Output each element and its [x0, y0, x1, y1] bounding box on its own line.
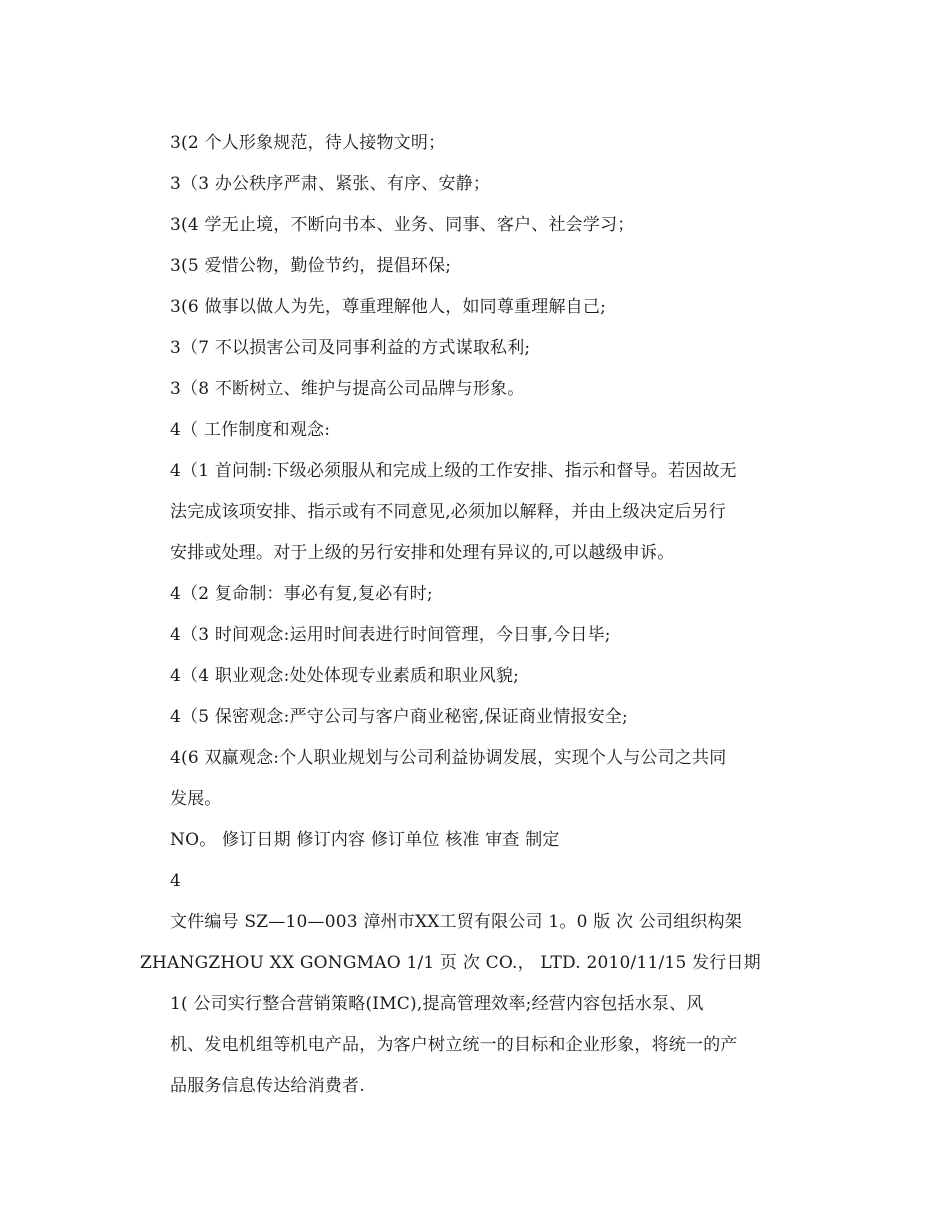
- text-line: 法完成该项安排、指示或有不同意见,必须加以解释，并由上级决定后另行: [170, 502, 727, 522]
- text-line: 4（3 时间观念:运用时间表进行时间管理，今日事,今日毕;: [170, 625, 611, 645]
- text-line: 4(6 双赢观念:个人职业规划与公司利益协调发展，实现个人与公司之共同: [170, 748, 727, 768]
- text-line: 3(2 个人形象规范，待人接物文明；: [170, 133, 446, 153]
- section-heading: 4（ 工作制度和观念:: [170, 420, 331, 440]
- text-line: 1( 公司实行整合营销策略(IMC),提高管理效率;经营内容包括水泵、风: [170, 994, 704, 1014]
- text-line: 安排或处理。对于上级的另行安排和处理有异议的,可以越级申诉。: [170, 543, 675, 563]
- text-line: 3（3 办公秩序严肃、紧张、有序、安静；: [170, 174, 491, 194]
- text-line: 品服务信息传达给消费者.: [170, 1076, 365, 1096]
- text-line: 4: [170, 871, 182, 891]
- revision-table-header: NO。 修订日期 修订内容 修订单位 核准 审查 制定: [170, 830, 560, 850]
- text-line: 发展。: [170, 789, 222, 809]
- document-header-line: 文件编号 SZ—10—003 漳州市XX工贸有限公司 1。0 版 次 公司组织构架: [170, 912, 742, 932]
- text-line: 4（2 复命制：事必有复,复必有时;: [170, 584, 433, 604]
- text-line: 3（7 不以损害公司及同事利益的方式谋取私利;: [170, 338, 531, 358]
- text-line: 3(4 学无止境，不断向书本、业务、同事、客户、社会学习；: [170, 215, 635, 235]
- text-line: 3(6 做事以做人为先，尊重理解他人，如同尊重理解自己;: [170, 297, 606, 317]
- text-line: 3(5 爱惜公物，勤俭节约，提倡环保;: [170, 256, 452, 276]
- text-line: 机、发电机组等机电产品，为客户树立统一的目标和企业形象，将统一的产: [170, 1035, 738, 1055]
- text-line: 4（4 职业观念:处处体现专业素质和职业风貌;: [170, 666, 520, 686]
- text-line: 3（8 不断树立、维护与提高公司品牌与形象。: [170, 379, 525, 399]
- text-line: 4（1 首问制:下级必须服从和完成上级的工作安排、指示和督导。若因故无: [170, 461, 737, 481]
- document-header-line: ZHANGZHOU XX GONGMAO 1/1 页 次 CO.， LTD. 2010/11/15 发行日期: [140, 953, 761, 973]
- text-line: 4（5 保密观念:严守公司与客户商业秘密,保证商业情报安全;: [170, 707, 628, 727]
